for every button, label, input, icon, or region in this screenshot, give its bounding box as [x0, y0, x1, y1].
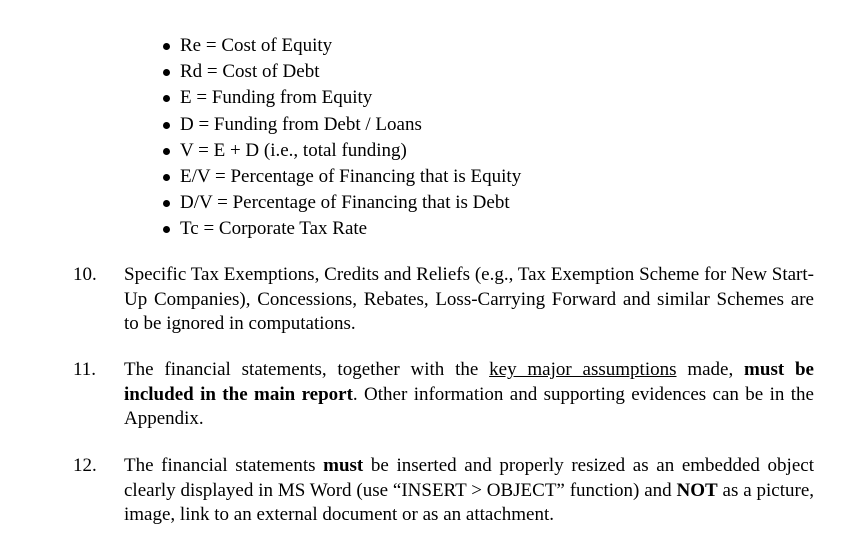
definitions-list	[160, 33, 521, 243]
definition-item: Re = Cost of Equity	[160, 33, 521, 59]
numbered-item-11	[73, 358, 815, 432]
definition-item: Tc = Corporate Tax Rate	[160, 216, 521, 242]
text-run: The financial statements	[124, 455, 324, 476]
text-run: made,	[676, 359, 745, 380]
bold-text: must	[323, 455, 364, 476]
definition-item: E/V = Percentage of Financing that is Equity	[160, 164, 521, 190]
text-run: as a picture, image, link to an external document or as an attachment.	[124, 479, 815, 525]
definition-item: V = E + D (i.e., total funding)	[160, 138, 521, 164]
numbered-item-12	[73, 454, 815, 528]
item-number: 11.	[73, 359, 97, 380]
text-run: The financial statements, together with the	[124, 359, 490, 380]
definition-item: D/V = Percentage of Financing that is Debt	[160, 190, 521, 216]
text-run: be inserted and properly resized as an embedded object clearly displayed in MS Word (use “INSERT > OBJECT” function) and	[124, 455, 814, 501]
item-number: 10.	[73, 264, 97, 285]
item-text	[124, 454, 814, 528]
underlined-text: key major assumptions	[489, 359, 677, 380]
bold-text: NOT	[676, 479, 718, 501]
item-text: Specific Tax Exemptions, Credits and Reliefs (e.g., Tax Exemption Scheme for New Start-Up Companies), Concessions, Rebates, Loss-Carrying Forward and similar Schemes are to be ignored in computations.	[124, 264, 814, 334]
item-number: 12.	[73, 455, 97, 476]
numbered-item-10	[73, 263, 815, 337]
definition-item: D = Funding from Debt / Loans	[160, 112, 521, 138]
bold-text: must be included in the main report	[124, 359, 814, 405]
text-run: . Other information and supporting evidences can be in the Appendix.	[124, 383, 814, 429]
definition-item: E = Funding from Equity	[160, 85, 521, 111]
definition-item: Rd = Cost of Debt	[160, 59, 521, 85]
item-text	[124, 358, 814, 432]
